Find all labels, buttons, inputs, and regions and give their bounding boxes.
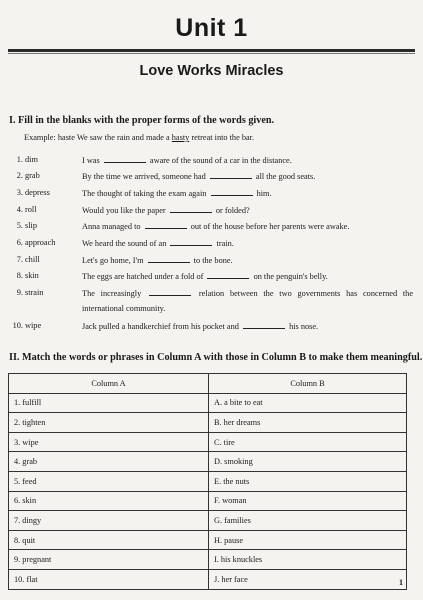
answer-blank bbox=[243, 321, 285, 329]
answer-blank bbox=[104, 155, 146, 163]
section1-heading: I. Fill in the blanks with the proper forms of the words given. bbox=[9, 115, 275, 126]
item-word: grab bbox=[25, 171, 40, 180]
sentence-after: on the penguin's belly. bbox=[253, 272, 328, 281]
item-sentence bbox=[82, 205, 413, 215]
unit-title: Unit 1 bbox=[175, 14, 248, 42]
sentence-continuation: international community. bbox=[82, 304, 166, 313]
item-sentence bbox=[82, 321, 413, 331]
item-word: skin bbox=[25, 271, 39, 280]
sentence-before: Jack pulled a handkerchief from his pocket and bbox=[82, 322, 239, 331]
sentence-after: his nose. bbox=[289, 322, 319, 331]
answer-blank bbox=[211, 188, 253, 196]
column-a-cell: 1. fulfill bbox=[9, 393, 209, 413]
item-word: chill bbox=[25, 255, 40, 264]
column-a-cell: 8. quit bbox=[9, 530, 209, 550]
item-sentence bbox=[82, 221, 413, 231]
column-b-cell: J. her face bbox=[209, 569, 407, 589]
item-number: 3. bbox=[16, 188, 23, 197]
column-a-cell: 10. flat bbox=[9, 569, 209, 589]
item-number: 6. bbox=[16, 238, 23, 247]
item-number: 7. bbox=[16, 255, 23, 264]
sentence-after: all the good seats. bbox=[255, 172, 316, 181]
matching-table bbox=[8, 373, 407, 590]
sentence-before: We heard the sound of an bbox=[82, 239, 167, 248]
column-a-cell: 2. tighten bbox=[9, 413, 209, 433]
item-sentence bbox=[82, 188, 413, 198]
matching-row bbox=[9, 413, 407, 433]
sentence-before: Anna managed to bbox=[82, 222, 141, 231]
sentence-before: I was bbox=[82, 156, 100, 165]
example-prefix: Example: haste We saw the rain and made a bbox=[24, 133, 170, 142]
matching-row bbox=[9, 511, 407, 531]
item-word: strain bbox=[25, 288, 44, 297]
col-a-header: Column A bbox=[9, 374, 209, 394]
column-b-cell: G. families bbox=[209, 511, 407, 531]
sentence-after: relation between the two governments has concerned the bbox=[198, 289, 414, 298]
page-number: 1 bbox=[399, 578, 403, 587]
sentence-after: out of the house before her parents were awake. bbox=[190, 222, 350, 231]
item-word: wipe bbox=[25, 321, 42, 330]
sentence-before: The thought of taking the exam again bbox=[82, 189, 207, 198]
item-number: 8. bbox=[16, 271, 23, 280]
matching-row bbox=[9, 491, 407, 511]
item-word: slip bbox=[25, 221, 37, 230]
example-line bbox=[24, 133, 254, 142]
column-a-cell: 5. feed bbox=[9, 471, 209, 491]
column-b-cell: A. a bite to eat bbox=[209, 393, 407, 413]
item-sentence bbox=[82, 271, 413, 281]
section2-heading: II. Match the words or phrases in Column A with those in Column B to make them meaningful. bbox=[9, 352, 423, 363]
answer-blank bbox=[210, 171, 252, 179]
item-number: 9. bbox=[16, 288, 23, 297]
sentence-before: Let's go home, I'm bbox=[82, 256, 144, 265]
title-rule bbox=[8, 49, 415, 52]
sentence-after: aware of the sound of a car in the distance. bbox=[149, 156, 292, 165]
item-word: dim bbox=[25, 155, 38, 164]
example-suffix: retreat into the bar. bbox=[191, 133, 255, 142]
matching-row bbox=[9, 530, 407, 550]
answer-blank bbox=[149, 288, 191, 296]
sentence-after: train. bbox=[216, 239, 234, 248]
example-answer: hasty bbox=[171, 133, 190, 142]
matching-row bbox=[9, 452, 407, 472]
matching-row bbox=[9, 569, 407, 589]
item-number: 5. bbox=[16, 221, 23, 230]
title-rule-thin bbox=[8, 53, 415, 54]
item-word: depress bbox=[25, 188, 50, 197]
column-a-cell: 9. pregnant bbox=[9, 550, 209, 570]
item-sentence bbox=[82, 238, 413, 248]
sentence-before: Would you like the paper bbox=[82, 206, 166, 215]
column-b-cell: D. smoking bbox=[209, 452, 407, 472]
column-a-cell: 7. dingy bbox=[9, 511, 209, 531]
item-sentence bbox=[82, 155, 413, 165]
column-b-cell: B. her dreams bbox=[209, 413, 407, 433]
column-b-cell: I. his knuckles bbox=[209, 550, 407, 570]
column-b-cell: C. tire bbox=[209, 432, 407, 452]
item-sentence bbox=[82, 255, 413, 265]
item-sentence bbox=[82, 288, 413, 298]
matching-header-row bbox=[9, 374, 407, 394]
sentence-after: or folded? bbox=[215, 206, 250, 215]
answer-blank bbox=[170, 205, 212, 213]
answer-blank bbox=[170, 238, 212, 246]
item-number: 2. bbox=[16, 171, 23, 180]
column-a-cell: 4. grab bbox=[9, 452, 209, 472]
sentence-before: The eggs are hatched under a fold of bbox=[82, 272, 204, 281]
answer-blank bbox=[207, 271, 249, 279]
answer-blank bbox=[145, 221, 187, 229]
matching-row bbox=[9, 471, 407, 491]
sentence-before: The increasingly bbox=[82, 289, 142, 298]
matching-row bbox=[9, 393, 407, 413]
lesson-title: Love Works Miracles bbox=[139, 63, 284, 79]
column-a-cell: 6. skin bbox=[9, 491, 209, 511]
sentence-after: to the bone. bbox=[193, 256, 233, 265]
column-b-cell: F. woman bbox=[209, 491, 407, 511]
item-number: 4. bbox=[16, 205, 23, 214]
answer-blank bbox=[148, 255, 190, 263]
column-a-cell: 3. wipe bbox=[9, 432, 209, 452]
column-b-cell: E. the nuts bbox=[209, 471, 407, 491]
item-number: 1. bbox=[16, 155, 23, 164]
column-b-cell: H. pause bbox=[209, 530, 407, 550]
item-word: roll bbox=[25, 205, 37, 214]
matching-row bbox=[9, 550, 407, 570]
item-sentence bbox=[82, 171, 413, 181]
item-number: 10. bbox=[12, 321, 23, 330]
item-word: approach bbox=[25, 238, 56, 247]
sentence-after: him. bbox=[256, 189, 272, 198]
matching-row bbox=[9, 432, 407, 452]
col-b-header: Column B bbox=[209, 374, 407, 394]
sentence-before: By the time we arrived, someone had bbox=[82, 172, 206, 181]
matching-body bbox=[9, 393, 407, 589]
